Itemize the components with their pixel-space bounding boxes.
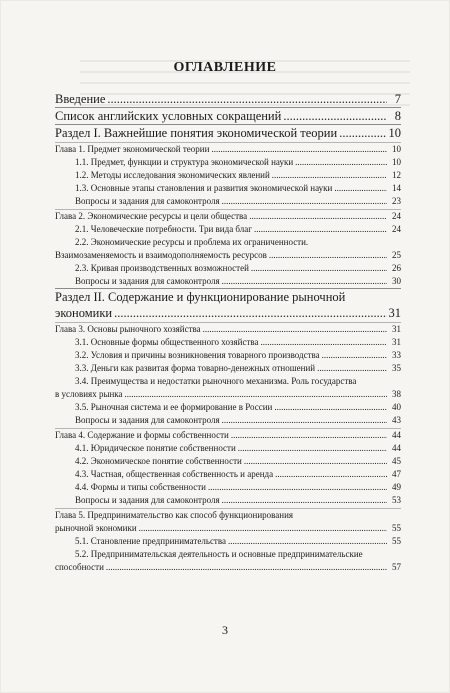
toc-entry-page: 31	[392, 337, 401, 347]
toc-entry-page: 47	[392, 469, 401, 479]
toc-entry-page: 26	[392, 263, 401, 273]
toc-entry-text: Список английских условных сокращений .....	[55, 108, 387, 124]
toc-entry-page: 55	[392, 523, 401, 533]
toc-entry-page: 35	[392, 363, 401, 373]
toc-entry-page: 24	[392, 211, 401, 221]
toc-entry-page: 14	[392, 183, 401, 193]
toc-entry	[55, 468, 401, 481]
toc-entry	[55, 508, 401, 522]
toc-entry-text: Глава 4. Содержание и формы собственности .....	[55, 429, 387, 442]
toc-entry	[55, 195, 401, 208]
toc-entry-text: Раздел I. Важнейшие понятия экономической теории .....	[55, 125, 387, 141]
toc-entry-page: 31	[392, 324, 401, 334]
toc-entry-text: 1.2. Методы исследования экономических явлений .....	[75, 169, 387, 182]
toc-entry-text: экономики .....	[55, 305, 387, 321]
toc-entry-page: 31	[388, 306, 401, 320]
toc-entry	[55, 494, 401, 507]
toc-entry-continuation	[55, 561, 401, 574]
toc-entry-text: 3.3. Деньги как развитая форма товарно-денежных отношений .....	[75, 362, 387, 375]
toc-entry-text: 1.1. Предмет, функции и структура экономической науки .....	[75, 156, 387, 169]
toc-entry	[55, 262, 401, 275]
toc-entry	[55, 455, 401, 468]
page-title: ОГЛАВЛЕНИЕ	[173, 60, 277, 75]
toc-entry	[55, 442, 401, 455]
page-number: 3	[222, 623, 228, 637]
toc-entry-page: 33	[392, 350, 401, 360]
toc-entry	[55, 535, 401, 548]
toc-entry-page: 49	[392, 482, 401, 492]
toc-entry-page: 10	[392, 157, 401, 167]
toc-entry-text: Вопросы и задания для самоконтроля .....	[75, 494, 387, 507]
toc-entry	[55, 375, 401, 388]
toc-entry-text: Раздел II. Содержание и функционирование рыночной	[55, 290, 346, 304]
toc-entry-page: 43	[392, 415, 401, 425]
toc-entry-text: Взаимозаменяемость и взаимодополняемость ресурсов .....	[55, 249, 387, 262]
toc-entry	[55, 182, 401, 195]
toc-entry-page: 55	[392, 536, 401, 546]
toc-entry-page: 44	[392, 430, 401, 440]
toc-entry-page: 38	[392, 389, 401, 399]
toc-entry	[55, 428, 401, 442]
toc-entry-text: 2.2. Экономические ресурсы и проблема их ограниченности.	[75, 237, 309, 247]
toc-entry	[55, 414, 401, 427]
toc-entry-continuation	[55, 388, 401, 401]
toc-entry-text: 1.3. Основные этапы становления и развития экономической науки .....	[75, 182, 387, 195]
toc-entry	[55, 275, 401, 288]
toc-entry	[55, 349, 401, 362]
table-of-contents	[55, 91, 401, 574]
toc-entry	[55, 362, 401, 375]
toc-entry-text: рыночной экономики .....	[55, 522, 387, 535]
toc-entry	[55, 124, 401, 141]
toc-entry	[55, 223, 401, 236]
toc-entry-text: 3.2. Условия и причины возникновения товарного производства .....	[75, 349, 387, 362]
toc-entry	[55, 288, 401, 305]
toc-entry-page: 40	[392, 402, 401, 412]
toc-entry	[55, 481, 401, 494]
toc-entry-page: 23	[392, 196, 401, 206]
toc-entry-continuation	[55, 522, 401, 535]
toc-entry-text: 3.4. Преимущества и недостатки рыночного механизма. Роль государства	[75, 376, 357, 386]
toc-entry-text: 4.1. Юридическое понятие собственности .....	[75, 442, 387, 455]
toc-entry-page: 7	[394, 92, 401, 106]
toc-entry-text: 2.1. Человеческие потребности. Три вида благ .....	[75, 223, 387, 236]
toc-entry-text: Вопросы и задания для самоконтроля .....	[75, 414, 387, 427]
toc-entry	[55, 401, 401, 414]
toc-entry-text: Введение .....	[55, 91, 387, 107]
toc-entry-continuation	[55, 249, 401, 262]
toc-entry-page: 8	[394, 109, 401, 123]
toc-entry-page: 53	[392, 495, 401, 505]
toc-entry-text: Вопросы и задания для самоконтроля .....	[75, 195, 387, 208]
toc-entry	[55, 107, 401, 124]
toc-entry-text: 5.1. Становление предпринимательства .....	[75, 535, 387, 548]
toc-entry	[55, 209, 401, 223]
toc-entry	[55, 322, 401, 336]
toc-entry-page: 10	[388, 126, 401, 140]
toc-entry-text: 3.5. Рыночная система и ее формирование в России .....	[75, 401, 387, 414]
toc-entry-text: Глава 5. Предпринимательство как способ функционирования	[55, 510, 294, 520]
toc-entry-text: Вопросы и задания для самоконтроля .....	[75, 275, 387, 288]
toc-entry	[55, 91, 401, 107]
toc-entry-text: в условиях рынка .....	[55, 388, 387, 401]
toc-entry-page: 24	[392, 224, 401, 234]
toc-entry-page: 57	[392, 562, 401, 572]
toc-entry-text: 2.3. Кривая производственных возможностей .....	[75, 262, 387, 275]
toc-entry	[55, 336, 401, 349]
toc-entry-text: 5.2. Предпринимательская деятельность и основные предпринимательские	[75, 549, 363, 559]
toc-entry	[55, 142, 401, 156]
toc-entry	[55, 236, 401, 249]
toc-entry-text: 4.2. Экономическое понятие собственности .....	[75, 455, 387, 468]
toc-entry	[55, 548, 401, 561]
toc-entry-text: способности .....	[55, 561, 387, 574]
toc-entry-page: 30	[392, 276, 401, 286]
toc-entry	[55, 169, 401, 182]
toc-entry-text: 3.1. Основные формы общественного хозяйства .....	[75, 336, 387, 349]
toc-entry-page: 25	[392, 250, 401, 260]
toc-entry-text: Глава 2. Экономические ресурсы и цели общества .....	[55, 210, 387, 223]
toc-entry-text: Глава 1. Предмет экономической теории .....	[55, 143, 387, 156]
toc-entry-page: 45	[392, 456, 401, 466]
toc-entry-text: 4.4. Формы и типы собственности .....	[75, 481, 387, 494]
toc-entry-text: 4.3. Частная, общественная собственность и аренда .....	[75, 468, 387, 481]
toc-entry	[55, 156, 401, 169]
toc-entry-page: 12	[392, 170, 401, 180]
toc-entry-page: 44	[392, 443, 401, 453]
toc-entry-text: Глава 3. Основы рыночного хозяйства .....	[55, 323, 387, 336]
toc-entry-page: 10	[392, 144, 401, 154]
toc-entry-continuation	[55, 305, 401, 321]
